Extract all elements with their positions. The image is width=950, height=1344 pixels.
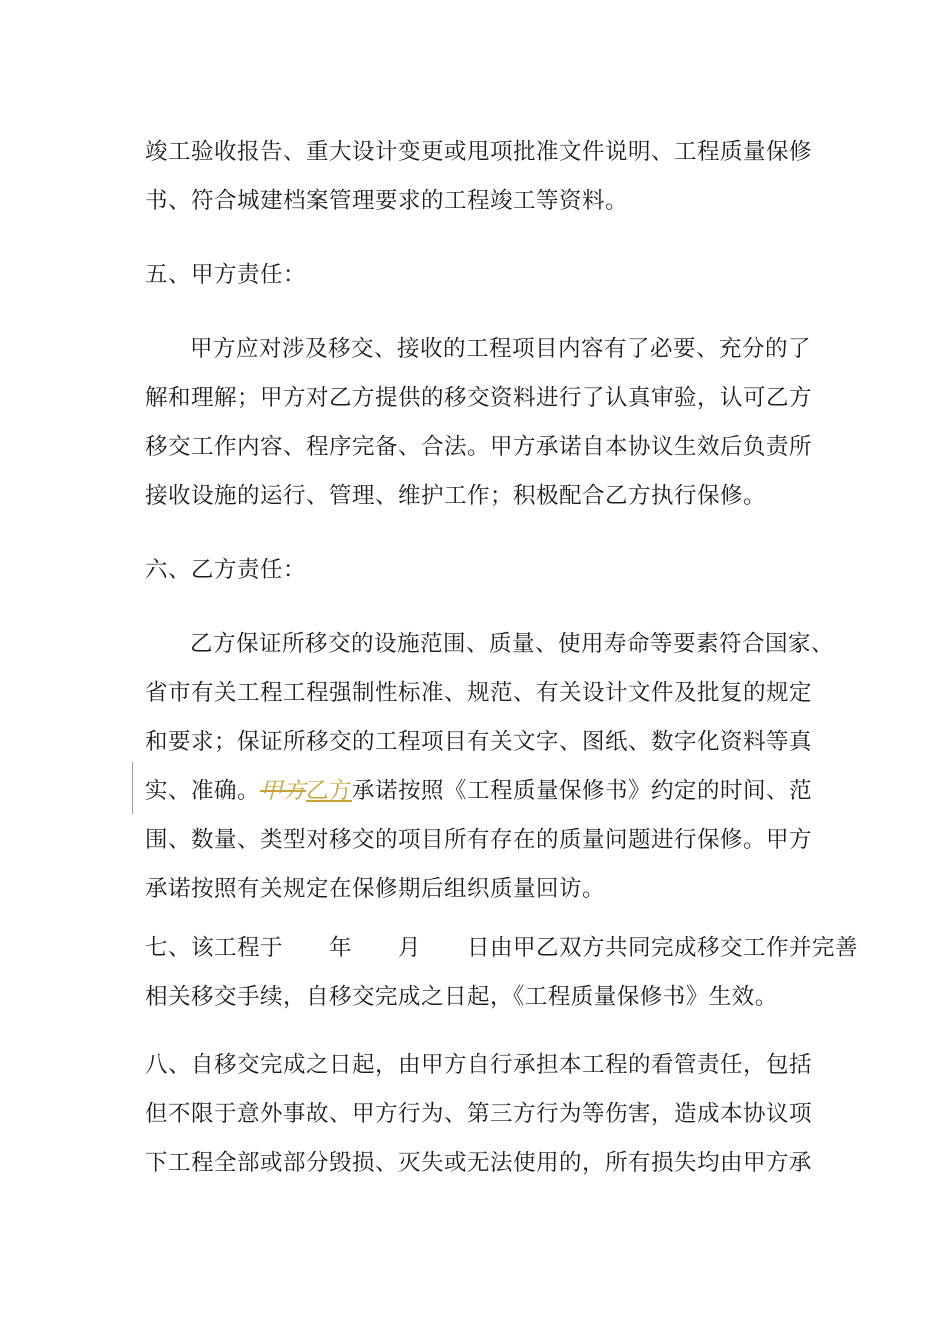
revision-after-text: 承诺按照《工程质量保修书》约定的时间、范	[352, 778, 813, 804]
paragraph-line: 和要求；保证所移交的工程项目有关文字、图纸、数字化资料等真	[145, 729, 813, 755]
paragraph-line: 承诺按照有关规定在保修期后组织质量回访。	[145, 876, 606, 902]
paragraph-line: 省市有关工程工程强制性标准、规范、有关设计文件及批复的规定	[145, 680, 813, 706]
revision-change-bar	[132, 762, 133, 814]
paragraph-line: 解和理解；甲方对乙方提供的移交资料进行了认真审验，认可乙方	[145, 385, 813, 411]
paragraph-line: 八、自移交完成之日起，由甲方自行承担本工程的看管责任，包括	[145, 1052, 813, 1078]
section-heading: 五、甲方责任：	[145, 262, 307, 288]
paragraph-line: 移交工作内容、程序完备、合法。甲方承诺自本协议生效后负责所	[145, 434, 813, 460]
paragraph-line: 下工程全部或部分毁损、灭失或无法使用的，所有损失均由甲方承	[145, 1150, 813, 1176]
paragraph-line: 乙方保证所移交的设施范围、质量、使用寿命等要素符合国家、	[190, 631, 835, 657]
revision-deleted-text[interactable]: 甲方	[260, 778, 307, 804]
revision-before-text: 实、准确。	[145, 778, 261, 804]
paragraph-line: 竣工验收报告、重大设计变更或甩项批准文件说明、工程质量保修	[145, 139, 813, 165]
paragraph-line: 七、该工程于 年 月 日由甲乙双方共同完成移交工作并完善	[145, 935, 859, 961]
paragraph-line: 接收设施的运行、管理、维护工作；积极配合乙方执行保修。	[145, 483, 767, 509]
paragraph-line: 但不限于意外事故、甲方行为、第三方行为等伤害，造成本协议项	[145, 1101, 813, 1127]
revision-inserted-text[interactable]: 乙方	[306, 778, 353, 804]
paragraph-line: 书、符合城建档案管理要求的工程竣工等资料。	[145, 188, 629, 214]
paragraph-line: 围、数量、类型对移交的项目所有存在的质量问题进行保修。甲方	[145, 827, 813, 853]
paragraph-line: 相关移交手续，自移交完成之日起，《工程质量保修书》生效。	[145, 984, 778, 1010]
revision-line	[145, 776, 812, 806]
paragraph-line: 甲方应对涉及移交、接收的工程项目内容有了必要、充分的了	[190, 336, 812, 362]
section-heading: 六、乙方责任：	[145, 557, 307, 583]
